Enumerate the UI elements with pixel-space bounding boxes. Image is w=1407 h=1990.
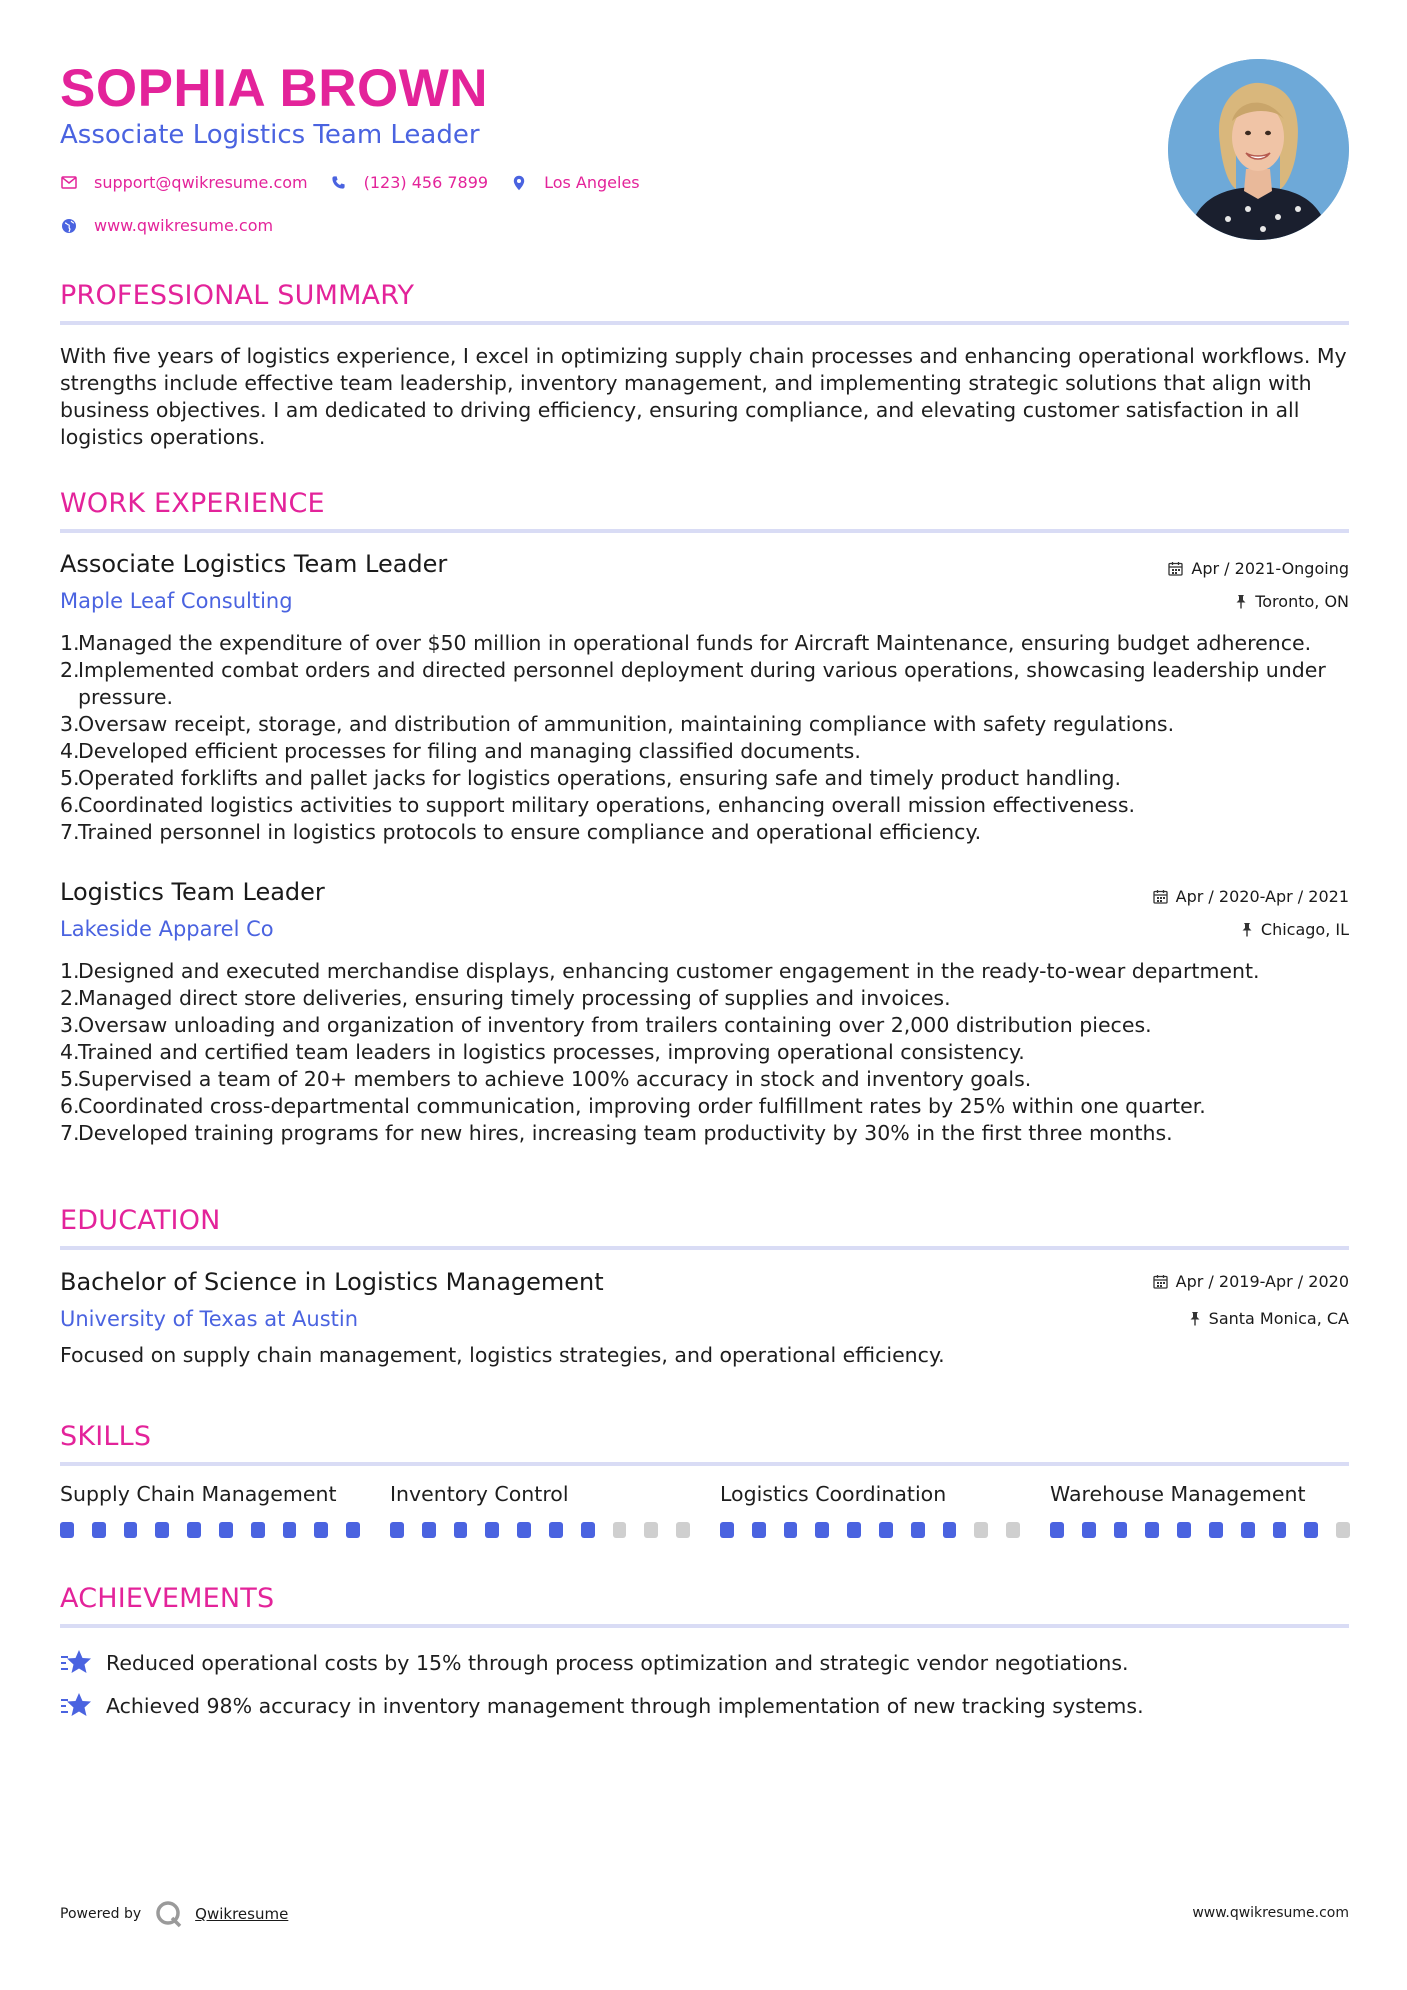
school-name: University of Texas at Austin	[60, 1307, 359, 1331]
list-item: 1. Designed and executed merchandise displays, enhancing customer engagement in the ready-to-wear department.	[60, 959, 1260, 983]
skill-dot	[485, 1522, 499, 1538]
list-item: 4. Trained and certified team leaders in logistics processes, improving operational consistency.	[60, 1040, 1025, 1064]
location-text: Toronto, ON	[1255, 592, 1349, 611]
skill-dot	[911, 1522, 925, 1538]
location-text: Chicago, IL	[1260, 920, 1349, 939]
skill-dot	[1304, 1522, 1318, 1538]
achievement-text: Reduced operational costs by 15% through process optimization and strategic vendor negotiations.	[106, 1651, 1129, 1675]
job-title: Logistics Team Leader	[60, 878, 325, 906]
dates-text: Apr / 2020-Apr / 2021	[1175, 887, 1349, 906]
pushpin-icon	[1241, 922, 1253, 937]
star-icon	[60, 1648, 92, 1678]
skill-dot	[1006, 1522, 1020, 1538]
job-location	[1235, 592, 1349, 611]
list-item: 2. Managed direct store deliveries, ensuring timely processing of supplies and invoices.	[60, 986, 951, 1010]
skill-item	[390, 1482, 690, 1538]
skill-dot	[943, 1522, 957, 1538]
skill-name: Warehouse Management	[1050, 1482, 1306, 1506]
skill-rating	[60, 1522, 360, 1538]
list-item: 6. Coordinated cross-departmental communication, improving order fulfillment rates by 25% within one quarter.	[60, 1094, 1206, 1118]
skill-dot	[974, 1522, 988, 1538]
skill-dot	[549, 1522, 563, 1538]
skill-dot	[1209, 1522, 1223, 1538]
skill-dot	[847, 1522, 861, 1538]
list-item: 3. Oversaw receipt, storage, and distribution of ammunition, maintaining compliance with safety regulations.	[60, 712, 1175, 736]
skill-dot	[187, 1522, 201, 1538]
envelope-icon	[60, 174, 78, 192]
job-location	[1241, 920, 1349, 939]
achievement-item	[60, 1691, 1144, 1721]
calendar-icon	[1168, 561, 1183, 576]
skill-dot	[251, 1522, 265, 1538]
job-bullets	[60, 958, 1350, 1147]
skill-dot	[454, 1522, 468, 1538]
location-text: Santa Monica, CA	[1208, 1309, 1349, 1328]
location-item	[510, 173, 640, 192]
skill-dot	[752, 1522, 766, 1538]
skill-rating	[1050, 1522, 1350, 1538]
dates-text: Apr / 2021-Ongoing	[1191, 559, 1349, 578]
skill-dot	[314, 1522, 328, 1538]
experience-heading: WORK EXPERIENCE	[60, 488, 325, 519]
skill-dot	[1114, 1522, 1128, 1538]
skill-dot	[1241, 1522, 1255, 1538]
skill-rating	[390, 1522, 690, 1538]
skill-dot	[390, 1522, 404, 1538]
skills-grid	[60, 1482, 1350, 1538]
skill-dot	[219, 1522, 233, 1538]
skill-dot	[1050, 1522, 1064, 1538]
company-name: Maple Leaf Consulting	[60, 589, 293, 613]
calendar-icon	[1153, 889, 1168, 904]
skill-item	[60, 1482, 360, 1538]
skill-dot	[346, 1522, 360, 1538]
achievement-item	[60, 1648, 1129, 1678]
skill-dot	[815, 1522, 829, 1538]
skill-dot	[155, 1522, 169, 1538]
job-dates	[1168, 559, 1349, 578]
website-item[interactable]	[60, 216, 273, 235]
skill-item	[720, 1482, 1020, 1538]
pushpin-icon	[1235, 594, 1247, 609]
list-item: 7. Trained personnel in logistics protocols to ensure compliance and operational efficiency.	[60, 820, 982, 844]
contact-row	[60, 173, 662, 192]
skill-dot	[581, 1522, 595, 1538]
achievement-text: Achieved 98% accuracy in inventory management through implementation of new tracking systems.	[106, 1694, 1144, 1718]
section-divider	[60, 1462, 1349, 1466]
skill-dot	[1082, 1522, 1096, 1538]
skill-dot	[422, 1522, 436, 1538]
phone-item[interactable]	[330, 173, 488, 192]
calendar-icon	[1153, 1274, 1168, 1289]
section-divider	[60, 529, 1349, 533]
star-icon	[60, 1691, 92, 1721]
list-item: 6. Coordinated logistics activities to support military operations, enhancing overall mission effectiveness.	[60, 793, 1136, 817]
section-divider	[60, 1624, 1349, 1628]
email-text: support@qwikresume.com	[94, 173, 308, 192]
brand-link[interactable]: Qwikresume	[195, 1905, 289, 1923]
candidate-role: Associate Logistics Team Leader	[60, 120, 480, 150]
globe-icon	[60, 217, 78, 235]
section-divider	[60, 321, 1349, 325]
skill-dot	[517, 1522, 531, 1538]
skill-name: Supply Chain Management	[60, 1482, 337, 1506]
job-bullets	[60, 630, 1350, 846]
skill-dot	[1145, 1522, 1159, 1538]
list-item: 4. Developed efficient processes for filing and managing classified documents.	[60, 739, 861, 763]
skill-dot	[720, 1522, 734, 1538]
dates-text: Apr / 2019-Apr / 2020	[1175, 1272, 1349, 1291]
phone-text: (123) 456 7899	[363, 173, 489, 192]
pushpin-icon	[1189, 1311, 1201, 1326]
website-row	[60, 216, 295, 235]
skill-name: Logistics Coordination	[720, 1482, 947, 1506]
education-location	[1189, 1309, 1349, 1328]
footer-url[interactable]: www.qwikresume.com	[1192, 1905, 1349, 1921]
skills-heading: SKILLS	[60, 1421, 152, 1452]
job-title: Associate Logistics Team Leader	[60, 550, 448, 578]
achievements-heading: ACHIEVEMENTS	[60, 1583, 275, 1614]
qwikresume-logo-icon	[155, 1900, 183, 1928]
candidate-name: SOPHIA BROWN	[60, 59, 489, 118]
education-dates	[1153, 1272, 1349, 1291]
list-item: 3. Oversaw unloading and organization of inventory from trailers containing over 2,000 distribution pieces.	[60, 1013, 1152, 1037]
skill-dot	[644, 1522, 658, 1538]
skill-dot	[613, 1522, 627, 1538]
email-item[interactable]	[60, 173, 308, 192]
powered-by-label: Powered by	[60, 1906, 142, 1922]
job-dates	[1153, 887, 1349, 906]
skill-dot	[283, 1522, 297, 1538]
summary-heading: PROFESSIONAL SUMMARY	[60, 280, 415, 311]
summary-text: With five years of logistics experience, I excel in optimizing supply chain processes and enhancing operational workflows. My strengths include effective team leadership, inventory management, and implementing strategic solutions that align with business objectives. I am dedicated to driving efficiency, ensuring compliance, and elevating customer satisfaction in all logistics operations.	[60, 344, 1347, 449]
list-item: 7. Developed training programs for new hires, increasing team productivity by 30% in the first three months.	[60, 1121, 1173, 1145]
skill-dot	[124, 1522, 138, 1538]
list-item: 2. Implemented combat orders and directed personnel deployment during various operations, showcasing leadership under pressure.	[60, 658, 1326, 709]
list-item: 1. Managed the expenditure of over $50 million in operational funds for Aircraft Maintenance, ensuring budget adherence.	[60, 631, 1312, 655]
degree-title: Bachelor of Science in Logistics Management	[60, 1268, 604, 1296]
list-item: 5. Supervised a team of 20+ members to achieve 100% accuracy in stock and inventory goals.	[60, 1067, 1032, 1091]
skill-dot	[1336, 1522, 1350, 1538]
education-description: Focused on supply chain management, logistics strategies, and operational efficiency.	[60, 1343, 945, 1367]
skill-dot	[879, 1522, 893, 1538]
section-divider	[60, 1246, 1349, 1250]
location-text: Los Angeles	[544, 173, 640, 192]
skill-dot	[784, 1522, 798, 1538]
skill-dot	[92, 1522, 106, 1538]
website-text: www.qwikresume.com	[94, 216, 274, 235]
skill-dot	[1273, 1522, 1287, 1538]
footer-powered-by	[60, 1900, 288, 1928]
skill-dot	[1177, 1522, 1191, 1538]
education-heading: EDUCATION	[60, 1205, 221, 1236]
profile-photo	[1168, 59, 1349, 240]
phone-icon	[330, 174, 348, 192]
skill-dot	[676, 1522, 690, 1538]
map-pin-icon	[510, 174, 528, 192]
list-item: 5. Operated forklifts and pallet jacks for logistics operations, ensuring safe and timely product handling.	[60, 766, 1122, 790]
skill-name: Inventory Control	[390, 1482, 569, 1506]
skill-dot	[60, 1522, 74, 1538]
company-name: Lakeside Apparel Co	[60, 917, 274, 941]
skill-item	[1050, 1482, 1350, 1538]
skill-rating	[720, 1522, 1020, 1538]
